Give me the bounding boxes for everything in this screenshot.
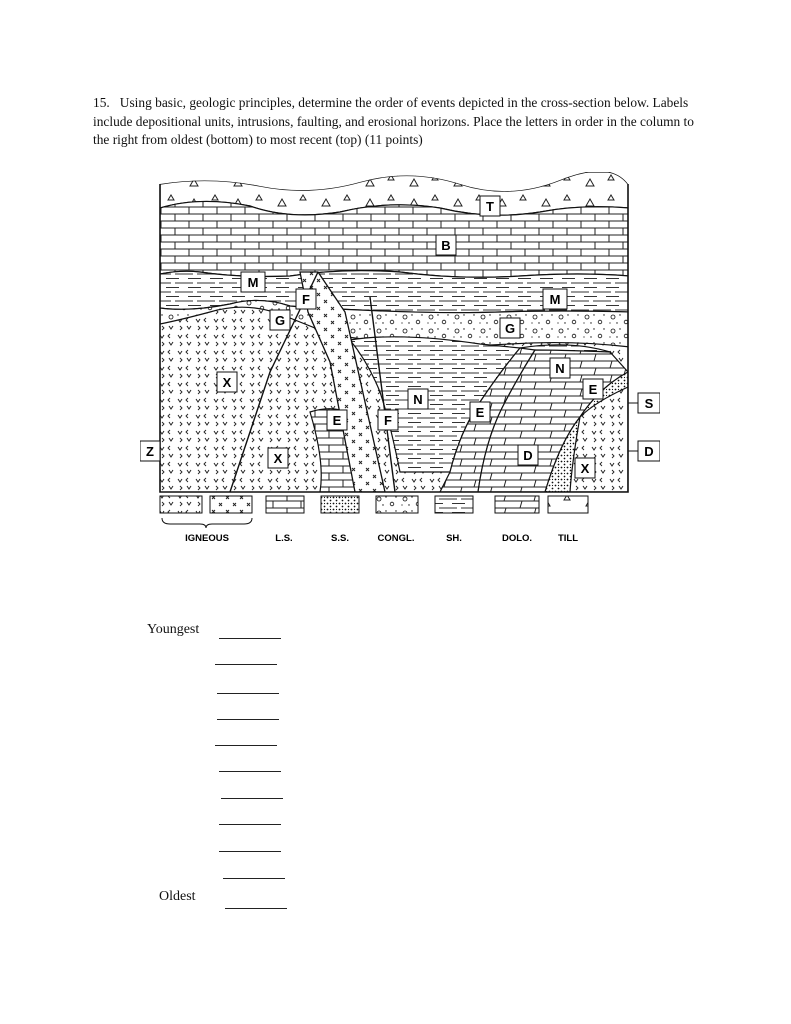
label-F-bottom — [378, 410, 398, 430]
label-F-top — [296, 289, 316, 309]
geologic-cross-section — [140, 172, 660, 552]
answer-line-6[interactable] — [219, 771, 281, 772]
svg-text:G: G — [504, 321, 516, 336]
legend-ls: L.S. — [275, 533, 293, 544]
label-T — [480, 196, 500, 216]
legend — [160, 496, 588, 544]
legend-ss: S.S. — [331, 533, 349, 544]
label-M-right — [543, 289, 567, 309]
answer-line-7[interactable] — [221, 798, 283, 799]
answer-line-8[interactable] — [219, 824, 281, 825]
svg-text:Z: Z — [146, 444, 154, 459]
svg-text:E: E — [332, 413, 342, 428]
answer-line-3[interactable] — [217, 693, 279, 694]
label-E-right — [583, 379, 603, 399]
svg-text:M: M — [247, 275, 259, 290]
question-body: Using basic, geologic principles, determine the order of events depicted in the cross-section below. Labels include depositional units, intrusions, faulting, and erosional horizons. Place the letters in order in the column to the right from oldest (bottom) to most recent (top) (11 points) — [93, 95, 694, 147]
label-G-left — [270, 310, 290, 330]
svg-text:N: N — [555, 361, 565, 376]
svg-text:E: E — [588, 382, 598, 397]
answer-line-4[interactable] — [217, 719, 279, 720]
svg-text:G: G — [274, 313, 286, 328]
label-G-right — [500, 318, 520, 338]
legend-sh: SH. — [446, 533, 462, 544]
answer-line-9[interactable] — [219, 851, 281, 852]
svg-text:B: B — [441, 238, 451, 253]
svg-text:D: D — [644, 444, 654, 459]
svg-text:T: T — [486, 199, 494, 214]
svg-text:X: X — [222, 375, 232, 390]
label-E-center — [470, 402, 490, 422]
label-M-left — [241, 272, 265, 292]
svg-text:E: E — [475, 405, 485, 420]
label-D-side — [628, 441, 660, 461]
legend-till: TILL — [557, 533, 579, 544]
answer-line-5[interactable] — [215, 745, 277, 746]
answer-line-10[interactable] — [223, 878, 285, 879]
oldest-label: Oldest — [159, 889, 196, 904]
cross-section-body — [160, 172, 630, 502]
answer-line-1[interactable] — [219, 638, 281, 639]
legend-dolo: DOLO. — [501, 533, 533, 544]
label-N-right — [550, 358, 570, 378]
label-Z — [140, 441, 160, 461]
label-D-center — [518, 445, 538, 465]
svg-text:F: F — [302, 292, 310, 307]
svg-text:X: X — [273, 451, 283, 466]
legend-congl: CONGL. — [377, 533, 415, 544]
svg-text:M: M — [549, 292, 561, 307]
label-X-bottom — [268, 448, 288, 468]
label-N-center — [408, 389, 428, 409]
label-X-right — [575, 458, 595, 478]
youngest-label: Youngest — [147, 622, 200, 637]
svg-text:D: D — [523, 448, 533, 463]
label-X-left — [217, 372, 237, 392]
question-text — [93, 94, 713, 150]
svg-text:X: X — [580, 461, 590, 476]
answer-line-11[interactable] — [225, 908, 287, 909]
label-B — [436, 235, 456, 255]
answer-line-2[interactable] — [215, 664, 277, 665]
svg-text:F: F — [384, 413, 392, 428]
label-E-left — [327, 410, 347, 430]
question-number: 15. — [93, 95, 110, 110]
svg-text:N: N — [413, 392, 423, 407]
legend-igneous: IGNEOUS — [185, 533, 229, 544]
label-S — [628, 393, 660, 413]
svg-text:S: S — [644, 396, 654, 411]
